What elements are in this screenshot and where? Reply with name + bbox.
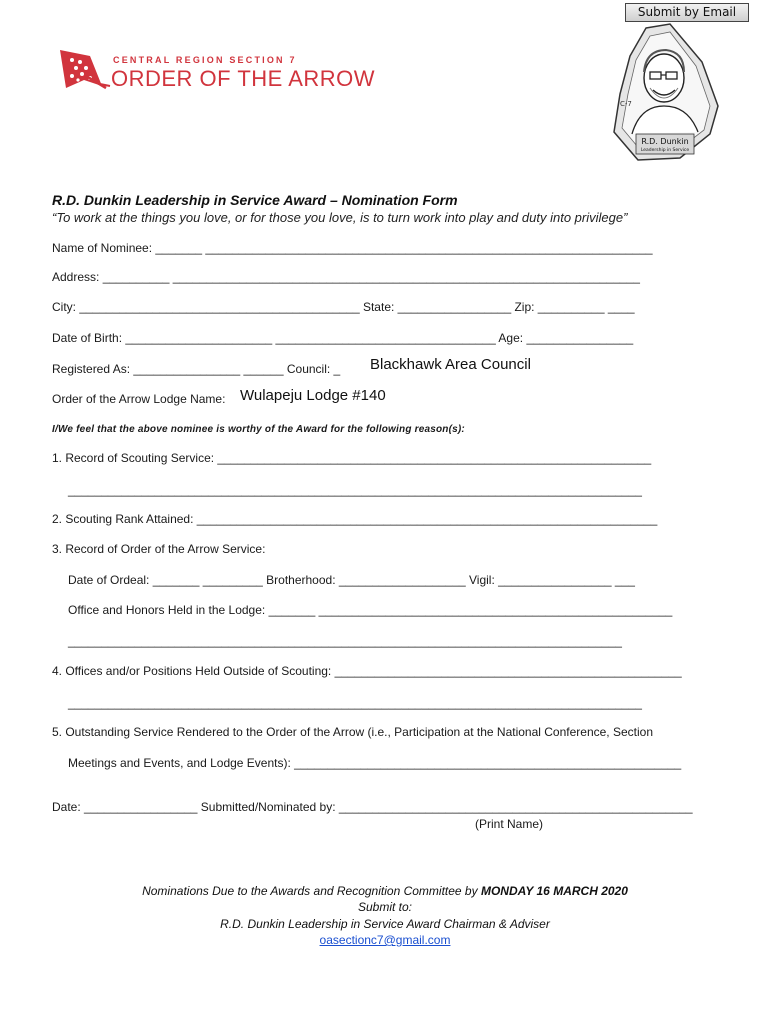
dob-age-field[interactable]: Date of Birth: ______________________ _________________________________ Age: ________________ [52, 331, 634, 345]
submit-by-email-button[interactable]: Submit by Email [625, 3, 749, 22]
print-name-caption: (Print Name) [475, 817, 544, 831]
oa-service-label: 3. Record of Order of the Arrow Service: [52, 542, 266, 556]
portrait-code: C-7 [620, 100, 632, 108]
scouting-service-field[interactable]: 1. Record of Scouting Service: _________________________________________________________________ [52, 451, 652, 465]
date-nominator-field[interactable]: Date: _________________ Submitted/Nominated by: _____________________________________________________ [52, 800, 693, 814]
reasons-heading: I/We feel that the above nominee is worthy of the Award for the following reason(s): [52, 424, 465, 435]
rd-dunkin-portrait-icon [606, 22, 726, 162]
submit-to-label: Submit to: [357, 900, 413, 914]
portrait-caption: Leadership in Service [640, 148, 690, 153]
outstanding-service-label: 5. Outstanding Service Rendered to the Order of the Arrow (i.e., Participation at the National Conference, Section [52, 725, 653, 739]
nominee-name-field[interactable]: Name of Nominee: _______ ___________________________________________________________________ [52, 241, 653, 255]
scouting-rank-field[interactable]: 2. Scouting Rank Attained: _____________________________________________________________________ [52, 512, 658, 526]
portrait-name: R.D. Dunkin [641, 137, 689, 146]
form-title: R.D. Dunkin Leadership in Service Award – Nomination Form [52, 192, 458, 208]
lodge-offices-field[interactable]: Office and Honors Held in the Lodge: _______ _____________________________________________________ [68, 603, 673, 617]
registered-council-field[interactable]: Registered As: ________________ ______ Council: _ [52, 362, 341, 376]
email-row [0, 933, 770, 947]
arrowhead-logo-icon [56, 46, 112, 96]
lodge-name-value[interactable]: Wulapeju Lodge #140 [240, 387, 386, 404]
due-text: Nominations Due to the Awards and Recognition Committee by [142, 884, 478, 898]
outside-positions-field[interactable]: 4. Offices and/or Positions Held Outside of Scouting: ____________________________________________________ [52, 664, 682, 678]
outside-positions-continued[interactable]: ______________________________________________________________________________________ [68, 696, 642, 710]
due-notice [0, 884, 770, 898]
form-quote: “To work at the things you love, or for those you love, is to turn work into play and duty into privilege” [52, 210, 628, 225]
lodge-offices-continued[interactable]: ___________________________________________________________________________________ [68, 634, 622, 648]
outstanding-service-field[interactable]: Meetings and Events, and Lodge Events): __________________________________________________________ [68, 756, 682, 770]
city-state-zip-field[interactable]: City: __________________________________________ State: _________________ Zip: __________ ____ [52, 300, 635, 314]
logo-subtitle: CENTRAL REGION SECTION 7 [113, 55, 297, 65]
address-field[interactable]: Address: __________ ______________________________________________________________________ [52, 270, 640, 284]
logo-title: ORDER OF THE ARROW [111, 66, 376, 91]
council-value[interactable]: Blackhawk Area Council [370, 356, 531, 373]
lodge-name-label: Order of the Arrow Lodge Name: [52, 392, 226, 406]
email-link[interactable]: oasectionc7@gmail.com [319, 933, 451, 947]
scouting-service-continued[interactable]: ______________________________________________________________________________________ [68, 483, 642, 497]
oa-honor-dates-field[interactable]: Date of Ordeal: _______ _________ Brotherhood: ___________________ Vigil: _________________ ___ [68, 573, 635, 587]
due-date: MONDAY 16 MARCH 2020 [480, 884, 628, 898]
chairman-label: R.D. Dunkin Leadership in Service Award Chairman & Adviser [220, 917, 550, 931]
